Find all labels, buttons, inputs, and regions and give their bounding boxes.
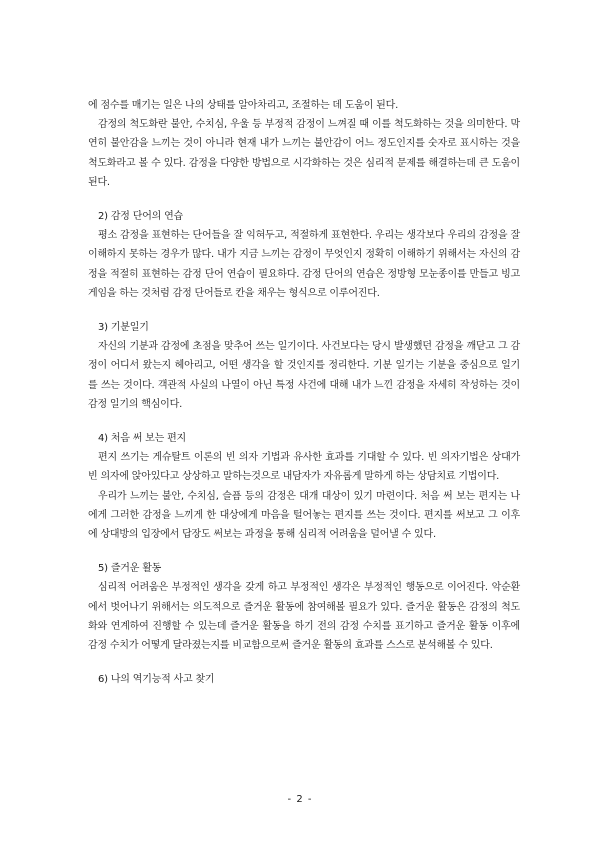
document-body [88, 96, 520, 689]
section-paragraph: 자신의 기분과 감정에 초점을 맞추어 쓰는 일기이다. 사건보다는 당시 발생했던 감정을 깨닫고 그 감정이 어디서 왔는지 헤아리고, 어떤 생각을 할 것인지를 정리한다. 기분 일기는 기분을 중심으로 일기를 쓰는 것이다. 객관적 사실의 나열이 아닌 특정 사건에 대해 내가 느낀 감정을 자세히 작성하는 것이 감정 일기의 핵심이다. [88, 341, 520, 410]
section-heading: 3) 기분일기 [98, 322, 149, 334]
section-emotion-words [88, 207, 520, 303]
section-heading: 4) 처음 써 보는 편지 [98, 433, 186, 445]
section-heading: 6) 나의 역기능적 사고 찾기 [98, 674, 215, 686]
section-first-letter [88, 429, 520, 544]
section-mood-diary [88, 318, 520, 414]
section-heading: 5) 즐거운 활동 [98, 563, 162, 575]
section-paragraph: 우리가 느끼는 불안, 수치심, 슬픔 등의 감정은 대개 대상이 있기 마련이다. 처음 써 보는 편지는 나에게 그러한 감정을 느끼게 한 대상에게 마음을 털어놓는 편지를 쓰는 것이다. 편지를 써보고 그 이후에 상대방의 입장에서 답장도 써보는 과정을 통해 심리적 어려움을 덜어낼 수 있다. [88, 490, 520, 541]
section-paragraph: 심리적 어려움은 부정적인 생각을 갖게 하고 부정적인 생각은 부정적인 행동으로 이어진다. 악순환에서 벗어나기 위해서는 의도적으로 즐거운 활동에 참여해볼 필요가 있다. 즐거운 활동은 감정의 척도화와 연계하여 진행할 수 있는데 즐거운 활동을 하기 전의 감정 수치를 표기하고 즐거운 활동 이후에 감정 수치가 어떻게 달라졌는지를 비교함으로써 즐거운 활동의 효과를 스스로 분석해볼 수 있다. [88, 582, 520, 652]
section-paragraph: 편지 쓰기는 게슈탈트 이론의 빈 의자 기법과 유사한 효과를 기대할 수 있다. 빈 의자기법은 상대가 빈 의자에 앉아있다고 상상하고 말하는것으로 내담자가 자유롭게 말하게 하는 상담치료 기법이다. [88, 452, 520, 483]
section-heading: 2) 감정 단어의 연습 [98, 211, 184, 223]
intro-paragraph: 감정의 척도화란 불안, 수치심, 우울 등 부정적 감정이 느껴질 때 이를 척도화하는 것을 의미한다. 막연히 불안감을 느끼는 것이 아니라 현재 내가 느끼는 불안감이 어느 정도인지를 숫자로 표시하는 것을 척도화라고 볼 수 있다. 감정을 다양한 방법으로 시각화하는 것은 심리적 문제를 해결하는데 큰 도움이 된다. [88, 119, 520, 188]
section-pleasant-activities [88, 559, 520, 655]
page-number: - 2 - [287, 794, 313, 805]
section-paragraph: 평소 감정을 표현하는 단어들을 잘 익혀두고, 적절하게 표현한다. 우리는 생각보다 우리의 감정을 잘 이해하지 못하는 경우가 많다. 내가 지금 느끼는 감정이 무엇인지 정확히 이해하기 위해서는 자신의 감정을 적절히 표현하는 감정 단어 연습이 필요하다. 감정 단어의 연습은 정방형 모눈종이를 만들고 빙고 게임을 하는 것처럼 감정 단어들로 칸을 채우는 형식으로 이루어진다. [88, 230, 520, 299]
intro-paragraph: 에 점수를 매기는 일은 나의 상태를 알아차리고, 조절하는 데 도움이 된다. [88, 100, 399, 111]
section-dysfunctional-thoughts [88, 670, 520, 689]
